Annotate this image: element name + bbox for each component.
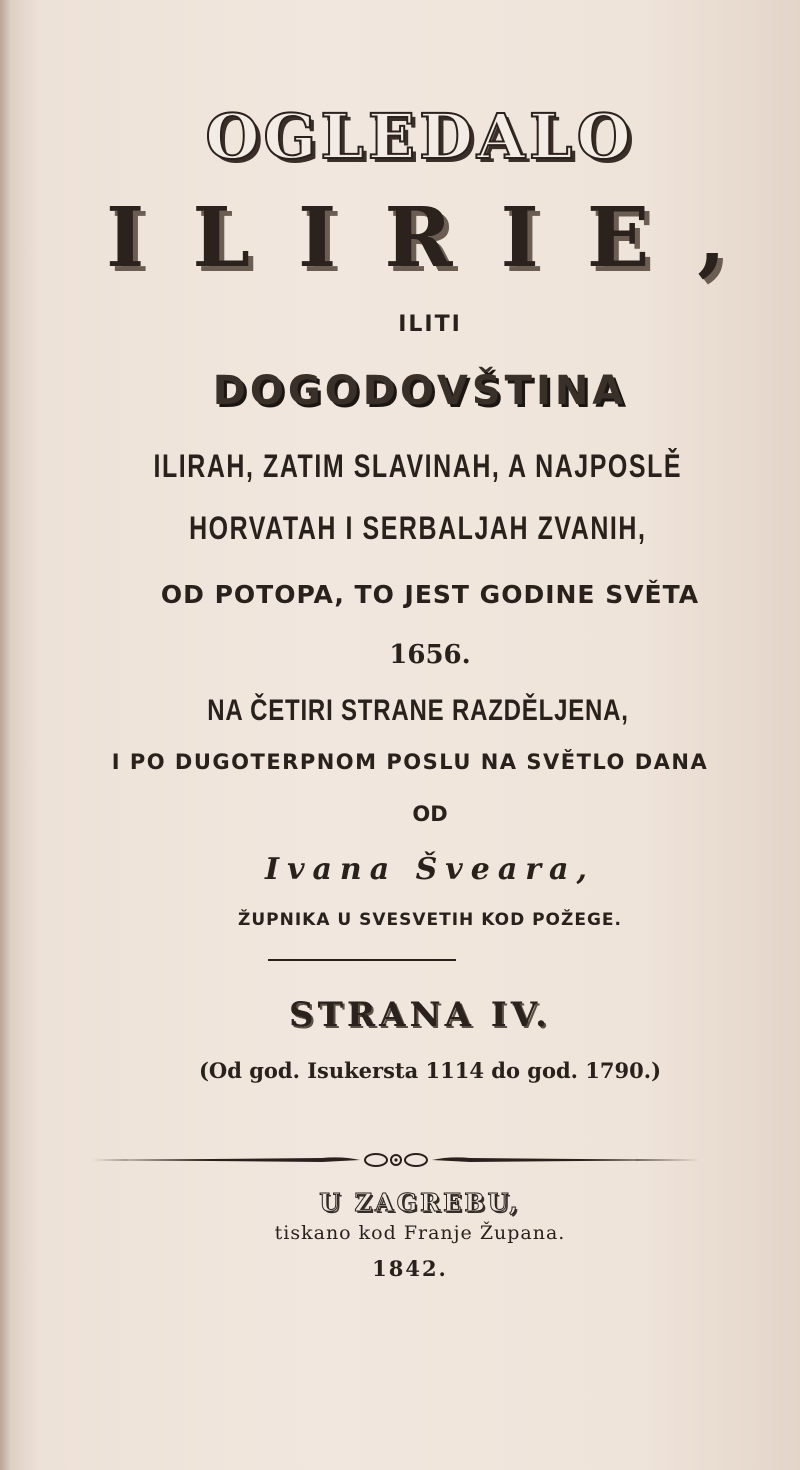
division-line-1: NA ČETIRI STRANE RAZDĚLJENA,: [207, 694, 629, 727]
imprint-year: 1842.: [372, 1256, 448, 1281]
subtitle-line-1: ILIRAH, ZATIM SLAVINAH, A NAJPOSLĚ: [153, 448, 683, 484]
subtitle-line-3: OD POTOPA, TO JEST GODINE SVĚTA: [160, 580, 700, 609]
division-od: OD: [412, 802, 448, 826]
subtitle-year: 1656.: [389, 640, 471, 670]
iliti-text: ILITI: [398, 312, 462, 337]
author-name: Ivana Šveara,: [265, 852, 595, 887]
subtitle-dogodovstina: DOGODOVŠTINA: [212, 368, 628, 414]
title-ogledalo: OGLEDALO: [205, 100, 635, 173]
division-line-2: I PO DUGOTERPNOM POSLU NA SVĚTLO DANA: [111, 750, 709, 774]
title-ilirie: ILIRIE,: [106, 190, 774, 286]
volume-range: (Od god. Isukersta 1114 do god. 1790.): [199, 1058, 661, 1083]
volume-label: STRANA IV.: [289, 995, 551, 1035]
subtitle-line-2: HORVATAH I SERBALJAH ZVANIH,: [189, 510, 647, 546]
imprint-place: U ZAGREBU,: [319, 1188, 521, 1217]
ornamental-rule: [92, 1148, 700, 1172]
divider-rule: [268, 959, 456, 961]
author-role: ŽUPNIKA U SVESVETIH KOD POŽEGE.: [238, 910, 622, 930]
imprint-printer: tiskano kod Franje Župana.: [274, 1222, 566, 1244]
